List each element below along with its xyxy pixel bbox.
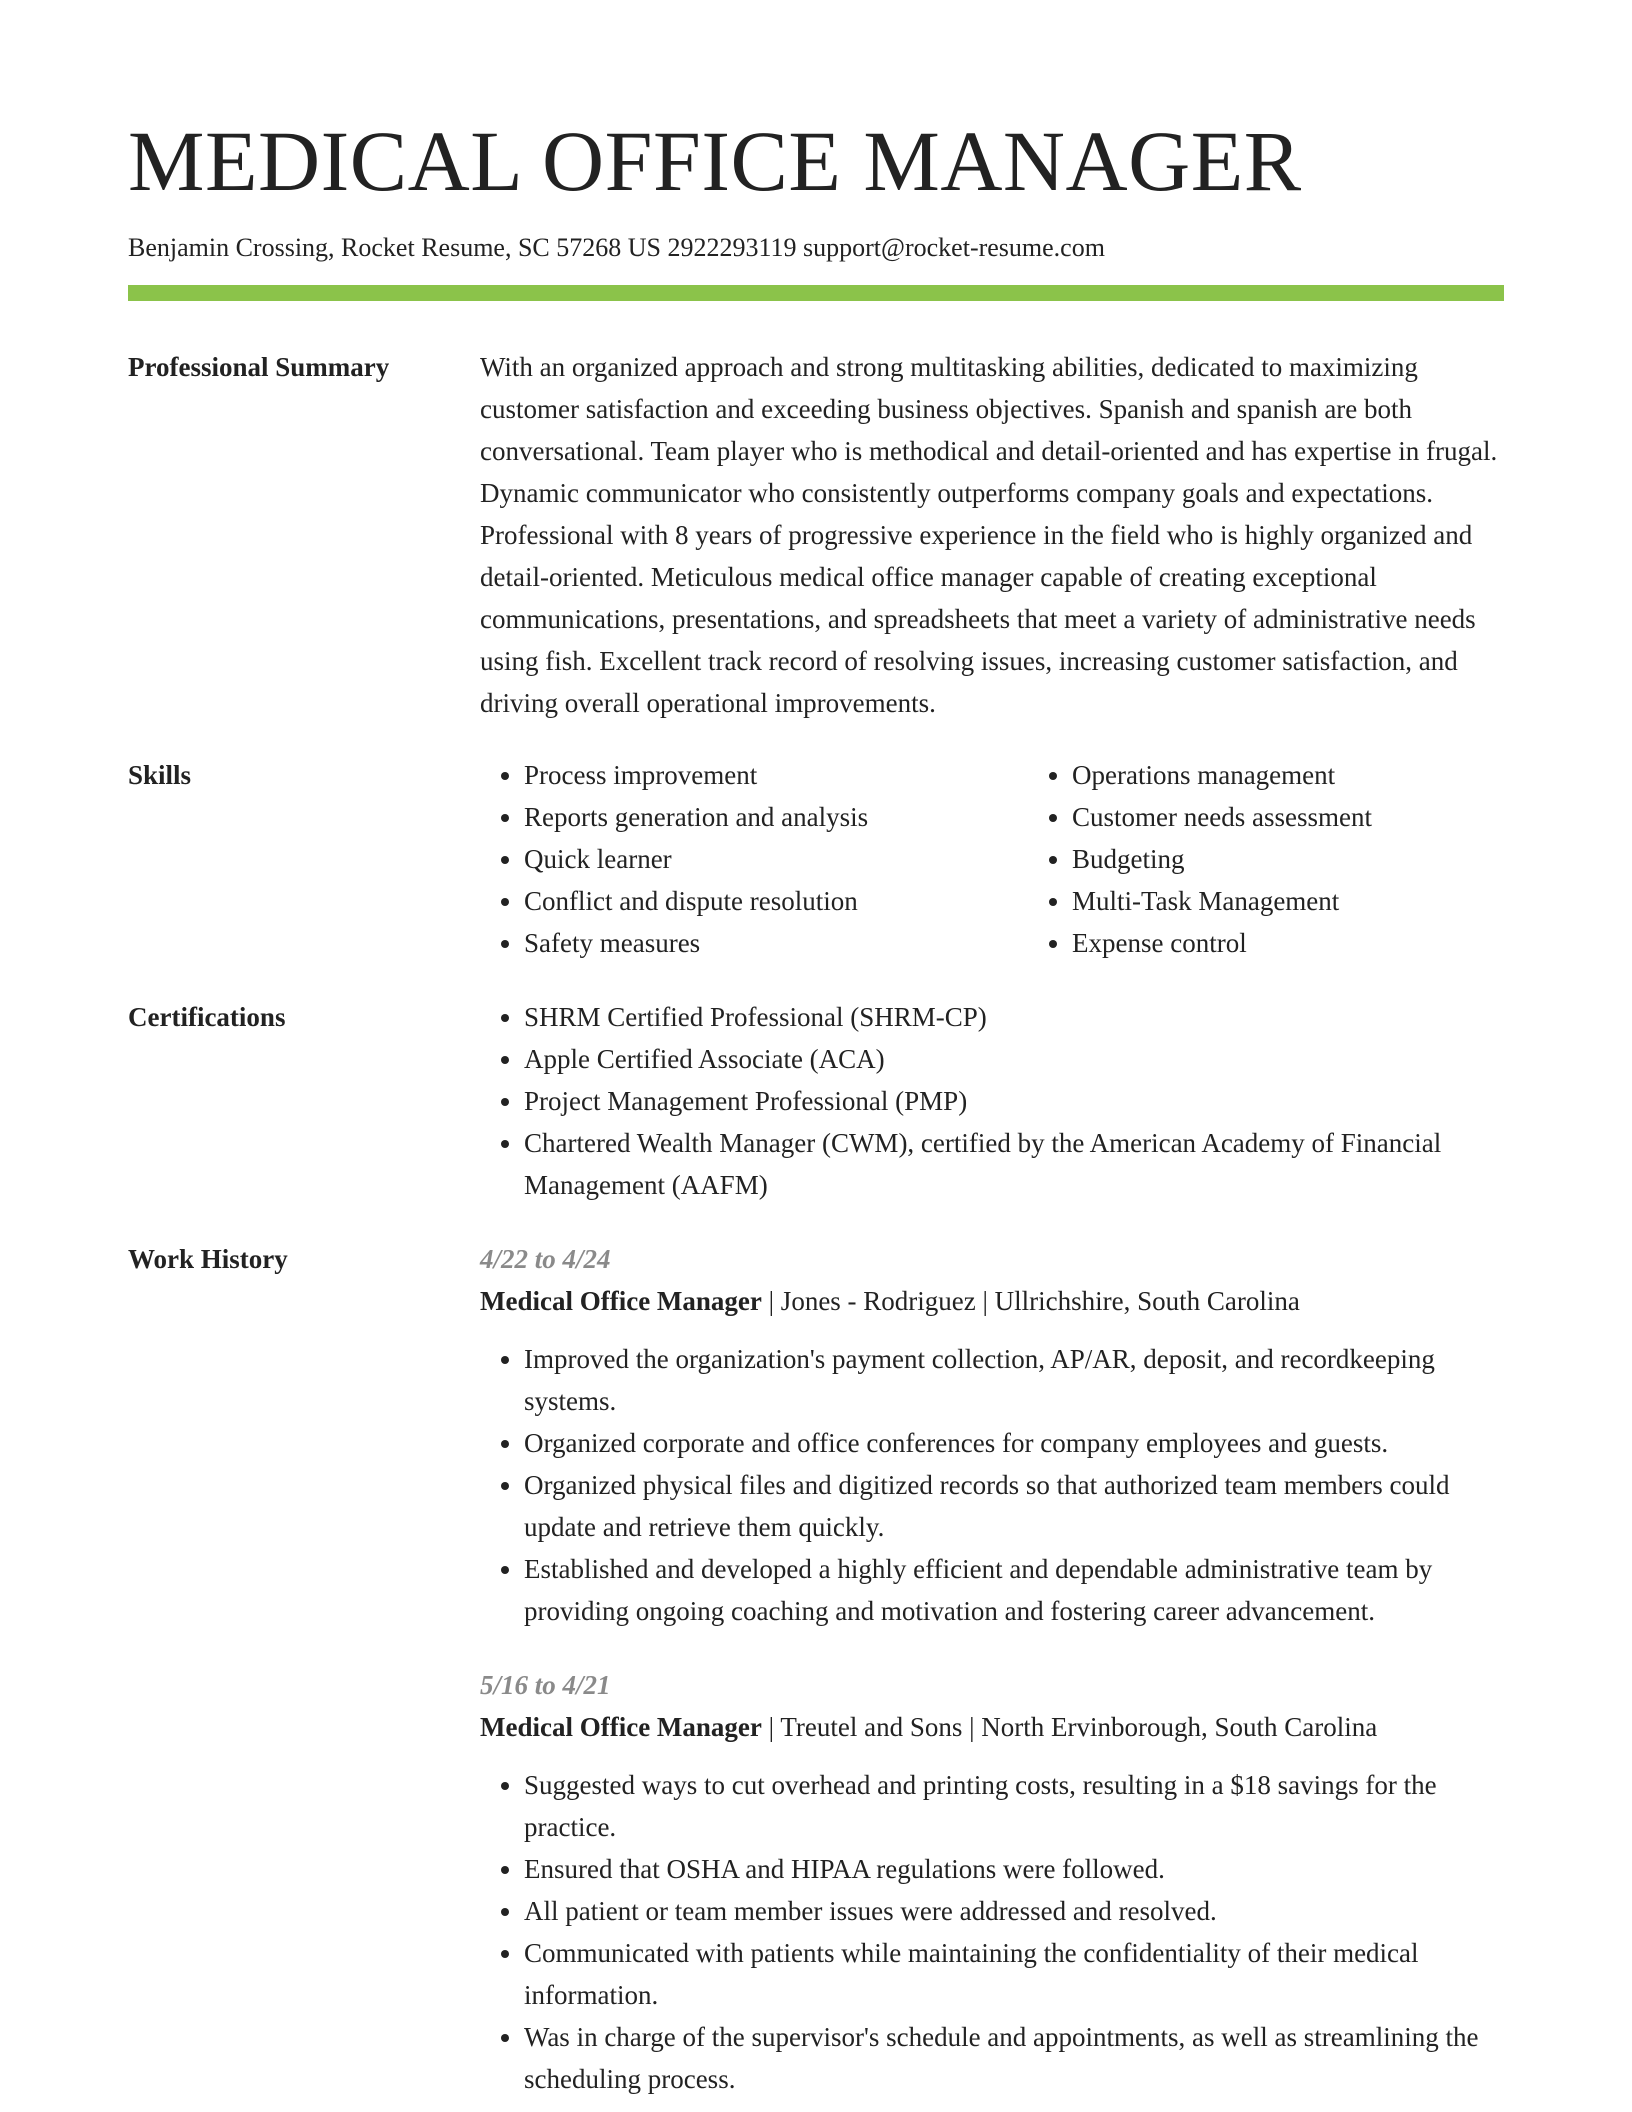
job-bullet: • Suggested ways to cut overhead and printing costs, resulting in a $18 savings for the practice. <box>524 1764 1504 1848</box>
certifications-heading: Certifications <box>128 1002 286 1032</box>
skill-item: • Customer needs assessment <box>1072 796 1532 838</box>
summary-heading: Professional Summary <box>128 352 390 382</box>
skills-list-left <box>480 754 984 964</box>
skill-item: • Expense control <box>1072 922 1532 964</box>
job-bullet: • Ensured that OSHA and HIPAA regulations were followed. <box>524 1848 1504 1890</box>
resume-title: MEDICAL OFFICE MANAGER <box>128 113 1302 209</box>
skills-list-right <box>1028 754 1532 964</box>
job-entry <box>480 1664 1504 2100</box>
skill-item: • Safety measures <box>524 922 984 964</box>
skill-item: • Multi-Task Management <box>1072 880 1532 922</box>
work-history-heading: Work History <box>128 1244 288 1274</box>
job-role: Medical Office Manager <box>480 1712 762 1742</box>
skill-item: • Budgeting <box>1072 838 1532 880</box>
job-bullet: • Organized corporate and office conferences for company employees and guests. <box>524 1422 1504 1464</box>
certification-item: • Chartered Wealth Manager (CWM), certified by the American Academy of Financial Management (AAFM) <box>524 1122 1504 1206</box>
job-dates: 4/22 to 4/24 <box>480 1244 611 1274</box>
skill-item: • Operations management <box>1072 754 1532 796</box>
job-bullet: • Was in charge of the supervisor's schedule and appointments, as well as streamlining the scheduling process. <box>524 2016 1504 2100</box>
certifications-body <box>480 996 1504 1206</box>
skill-item: • Process improvement <box>524 754 984 796</box>
job-bullet: • Established and developed a highly efficient and dependable administrative team by providing ongoing coaching and motivation and fostering career advancement. <box>524 1548 1504 1632</box>
job-bullet: • All patient or team member issues were addressed and resolved. <box>524 1890 1504 1932</box>
contact-line: Benjamin Crossing, Rocket Resume, SC 57268 US 2922293119 support@rocket-resume.com <box>128 233 1105 262</box>
certification-item: • SHRM Certified Professional (SHRM-CP) <box>524 996 1504 1038</box>
certifications-list <box>480 996 1504 1206</box>
skills-body <box>480 754 1504 964</box>
skill-item: • Conflict and dispute resolution <box>524 880 984 922</box>
skills-heading: Skills <box>128 760 192 790</box>
summary-text: With an organized approach and strong multitasking abilities, dedicated to maximizing customer satisfaction and exceeding business objectives. Spanish and spanish are both conversational. Team player who is methodical and detail-oriented and has expertise in frugal. Dynamic communicator who consistently outperforms company goals and expectations. Professional with 8 years of progressive experience in the field who is highly organized and detail-oriented. Meticulous medical office manager capable of creating exceptional communications, presentations, and spreadsheets that meet a variety of administrative needs using fish. Excellent track record of resolving issues, increasing customer satisfaction, and driving overall operational improvements. <box>480 352 1498 718</box>
job-dates: 5/16 to 4/21 <box>480 1670 611 1700</box>
job-bullet: • Improved the organization's payment collection, AP/AR, deposit, and recordkeeping systems. <box>524 1338 1504 1422</box>
job-bullet: • Organized physical files and digitized records so that authorized team members could update and retrieve them quickly. <box>524 1464 1504 1548</box>
job-header <box>480 1280 1504 1322</box>
job-header <box>480 1706 1504 1748</box>
job-details: | Treutel and Sons | North Ervinborough, South Carolina <box>761 1712 1378 1742</box>
accent-divider <box>128 285 1504 301</box>
certification-item: • Project Management Professional (PMP) <box>524 1080 1504 1122</box>
job-bullets <box>480 1764 1504 2100</box>
job-bullet: • Communicated with patients while maintaining the confidentiality of their medical information. <box>524 1932 1504 2016</box>
job-entry <box>480 1238 1504 1632</box>
job-role: Medical Office Manager <box>480 1286 762 1316</box>
skill-item: • Quick learner <box>524 838 984 880</box>
certification-item: • Apple Certified Associate (ACA) <box>524 1038 1504 1080</box>
summary-body <box>480 346 1504 724</box>
job-details: | Jones - Rodriguez | Ullrichshire, South Carolina <box>761 1286 1300 1316</box>
skill-item: • Reports generation and analysis <box>524 796 984 838</box>
job-bullets <box>480 1338 1504 1632</box>
work-history-body <box>480 1238 1504 2100</box>
